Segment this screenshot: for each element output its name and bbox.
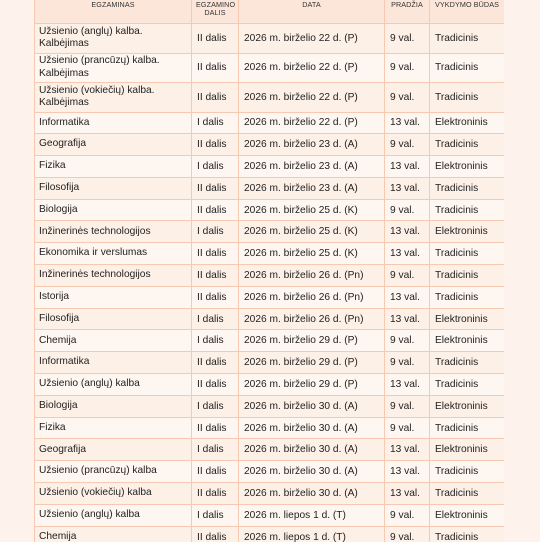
cell-date: 2026 m. birželio 30 d. (A) xyxy=(239,417,385,439)
cell-part: I dalis xyxy=(192,330,239,352)
cell-start: 13 val. xyxy=(385,439,430,461)
cell-date: 2026 m. birželio 30 d. (A) xyxy=(239,395,385,417)
cell-date: 2026 m. birželio 25 d. (K) xyxy=(239,243,385,265)
cell-part: I dalis xyxy=(192,504,239,526)
table-row xyxy=(35,53,505,83)
table-row xyxy=(35,112,505,134)
cell-date: 2026 m. birželio 25 d. (K) xyxy=(239,199,385,221)
cell-mode: Elektroninis xyxy=(430,221,505,243)
cell-part: II dalis xyxy=(192,417,239,439)
cell-start: 9 val. xyxy=(385,53,430,83)
table-row xyxy=(35,286,505,308)
table-row xyxy=(35,265,505,287)
cell-part: II dalis xyxy=(192,374,239,396)
cell-start: 9 val. xyxy=(385,526,430,542)
cell-date: 2026 m. liepos 1 d. (T) xyxy=(239,526,385,542)
cell-part: I dalis xyxy=(192,156,239,178)
cell-start: 13 val. xyxy=(385,177,430,199)
cell-date: 2026 m. birželio 29 d. (P) xyxy=(239,374,385,396)
cell-mode: Tradicinis xyxy=(430,352,505,374)
cell-start: 13 val. xyxy=(385,243,430,265)
cell-date: 2026 m. birželio 22 d. (P) xyxy=(239,24,385,54)
cell-exam: Filosofija xyxy=(35,308,192,330)
cell-exam: Informatika xyxy=(35,352,192,374)
cell-mode: Elektroninis xyxy=(430,308,505,330)
cell-date: 2026 m. birželio 29 d. (P) xyxy=(239,352,385,374)
cell-mode: Tradicinis xyxy=(430,83,505,113)
table-row xyxy=(35,352,505,374)
table-row xyxy=(35,483,505,505)
cell-exam: Biologija xyxy=(35,199,192,221)
cell-start: 9 val. xyxy=(385,265,430,287)
header-part: EGZAMINO DALIS xyxy=(192,0,239,24)
table-row xyxy=(35,504,505,526)
cell-date: 2026 m. birželio 26 d. (Pn) xyxy=(239,265,385,287)
cell-mode: Elektroninis xyxy=(430,330,505,352)
cell-start: 9 val. xyxy=(385,330,430,352)
cell-start: 9 val. xyxy=(385,352,430,374)
exam-schedule-sheet xyxy=(34,0,504,542)
cell-mode: Tradicinis xyxy=(430,526,505,542)
cell-exam: Chemija xyxy=(35,330,192,352)
cell-part: I dalis xyxy=(192,395,239,417)
cell-part: I dalis xyxy=(192,439,239,461)
cell-exam: Geografija xyxy=(35,439,192,461)
cell-exam: Geografija xyxy=(35,134,192,156)
cell-date: 2026 m. birželio 30 d. (A) xyxy=(239,483,385,505)
cell-exam: Užsienio (vokiečių) kalba xyxy=(35,483,192,505)
table-row xyxy=(35,134,505,156)
cell-date: 2026 m. birželio 23 d. (A) xyxy=(239,177,385,199)
table-row xyxy=(35,177,505,199)
header-mode: VYKDYMO BŪDAS xyxy=(430,0,505,24)
cell-start: 13 val. xyxy=(385,483,430,505)
cell-exam: Inžinerinės technologijos xyxy=(35,221,192,243)
cell-date: 2026 m. birželio 22 d. (P) xyxy=(239,83,385,113)
cell-mode: Tradicinis xyxy=(430,286,505,308)
cell-mode: Elektroninis xyxy=(430,112,505,134)
cell-exam: Biologija xyxy=(35,395,192,417)
cell-mode: Elektroninis xyxy=(430,156,505,178)
table-row xyxy=(35,83,505,113)
cell-part: II dalis xyxy=(192,83,239,113)
cell-exam: Fizika xyxy=(35,417,192,439)
table-row xyxy=(35,439,505,461)
cell-exam: Inžinerinės technologijos xyxy=(35,265,192,287)
table-row xyxy=(35,374,505,396)
cell-exam: Ekonomika ir verslumas xyxy=(35,243,192,265)
cell-exam: Užsienio (anglų) kalba xyxy=(35,504,192,526)
table-body xyxy=(35,24,505,542)
cell-start: 13 val. xyxy=(385,221,430,243)
cell-mode: Tradicinis xyxy=(430,417,505,439)
cell-mode: Elektroninis xyxy=(430,439,505,461)
cell-mode: Elektroninis xyxy=(430,395,505,417)
cell-mode: Elektroninis xyxy=(430,504,505,526)
cell-start: 13 val. xyxy=(385,308,430,330)
cell-start: 13 val. xyxy=(385,112,430,134)
cell-part: II dalis xyxy=(192,352,239,374)
cell-mode: Tradicinis xyxy=(430,483,505,505)
table-row xyxy=(35,156,505,178)
cell-date: 2026 m. birželio 25 d. (K) xyxy=(239,221,385,243)
cell-part: II dalis xyxy=(192,24,239,54)
table-row xyxy=(35,243,505,265)
cell-date: 2026 m. birželio 22 d. (P) xyxy=(239,53,385,83)
cell-date: 2026 m. birželio 26 d. (Pn) xyxy=(239,286,385,308)
cell-mode: Tradicinis xyxy=(430,265,505,287)
cell-exam: Užsienio (prancūzų) kalba xyxy=(35,461,192,483)
cell-start: 9 val. xyxy=(385,83,430,113)
cell-part: II dalis xyxy=(192,265,239,287)
table-row xyxy=(35,199,505,221)
cell-date: 2026 m. birželio 29 d. (P) xyxy=(239,330,385,352)
header-date: DATA xyxy=(239,0,385,24)
table-row xyxy=(35,395,505,417)
cell-mode: Tradicinis xyxy=(430,177,505,199)
table-row xyxy=(35,417,505,439)
table-row xyxy=(35,330,505,352)
cell-start: 9 val. xyxy=(385,417,430,439)
cell-part: II dalis xyxy=(192,243,239,265)
cell-mode: Tradicinis xyxy=(430,24,505,54)
cell-exam: Filosofija xyxy=(35,177,192,199)
cell-date: 2026 m. birželio 22 d. (P) xyxy=(239,112,385,134)
exam-schedule-table xyxy=(34,0,504,542)
cell-mode: Tradicinis xyxy=(430,461,505,483)
cell-part: I dalis xyxy=(192,221,239,243)
table-row xyxy=(35,24,505,54)
cell-part: II dalis xyxy=(192,526,239,542)
cell-date: 2026 m. birželio 30 d. (A) xyxy=(239,439,385,461)
table-row xyxy=(35,461,505,483)
cell-part: II dalis xyxy=(192,199,239,221)
cell-part: I dalis xyxy=(192,112,239,134)
cell-start: 13 val. xyxy=(385,156,430,178)
header-start: PRADŽIA xyxy=(385,0,430,24)
table-row xyxy=(35,308,505,330)
cell-exam: Užsienio (vokiečių) kalba. Kalbėjimas xyxy=(35,83,192,113)
cell-part: I dalis xyxy=(192,308,239,330)
cell-date: 2026 m. liepos 1 d. (T) xyxy=(239,504,385,526)
header-row xyxy=(35,0,505,24)
cell-part: II dalis xyxy=(192,483,239,505)
cell-start: 9 val. xyxy=(385,395,430,417)
cell-start: 13 val. xyxy=(385,286,430,308)
cell-mode: Tradicinis xyxy=(430,53,505,83)
cell-exam: Užsienio (prancūzų) kalba. Kalbėjimas xyxy=(35,53,192,83)
cell-date: 2026 m. birželio 23 d. (A) xyxy=(239,156,385,178)
cell-part: II dalis xyxy=(192,286,239,308)
cell-part: II dalis xyxy=(192,461,239,483)
table-row xyxy=(35,221,505,243)
cell-exam: Chemija xyxy=(35,526,192,542)
cell-part: II dalis xyxy=(192,177,239,199)
cell-start: 9 val. xyxy=(385,504,430,526)
cell-exam: Užsienio (anglų) kalba. Kalbėjimas xyxy=(35,24,192,54)
cell-date: 2026 m. birželio 23 d. (A) xyxy=(239,134,385,156)
cell-exam: Istorija xyxy=(35,286,192,308)
cell-date: 2026 m. birželio 26 d. (Pn) xyxy=(239,308,385,330)
cell-exam: Užsienio (anglų) kalba xyxy=(35,374,192,396)
cell-exam: Informatika xyxy=(35,112,192,134)
cell-start: 9 val. xyxy=(385,134,430,156)
cell-start: 13 val. xyxy=(385,461,430,483)
cell-part: II dalis xyxy=(192,134,239,156)
cell-start: 9 val. xyxy=(385,199,430,221)
cell-mode: Tradicinis xyxy=(430,243,505,265)
cell-exam: Fizika xyxy=(35,156,192,178)
cell-mode: Tradicinis xyxy=(430,134,505,156)
cell-start: 13 val. xyxy=(385,374,430,396)
header-exam: EGZAMINAS xyxy=(35,0,192,24)
cell-mode: Tradicinis xyxy=(430,199,505,221)
cell-date: 2026 m. birželio 30 d. (A) xyxy=(239,461,385,483)
cell-part: II dalis xyxy=(192,53,239,83)
table-header xyxy=(35,0,505,24)
cell-mode: Tradicinis xyxy=(430,374,505,396)
cell-start: 9 val. xyxy=(385,24,430,54)
